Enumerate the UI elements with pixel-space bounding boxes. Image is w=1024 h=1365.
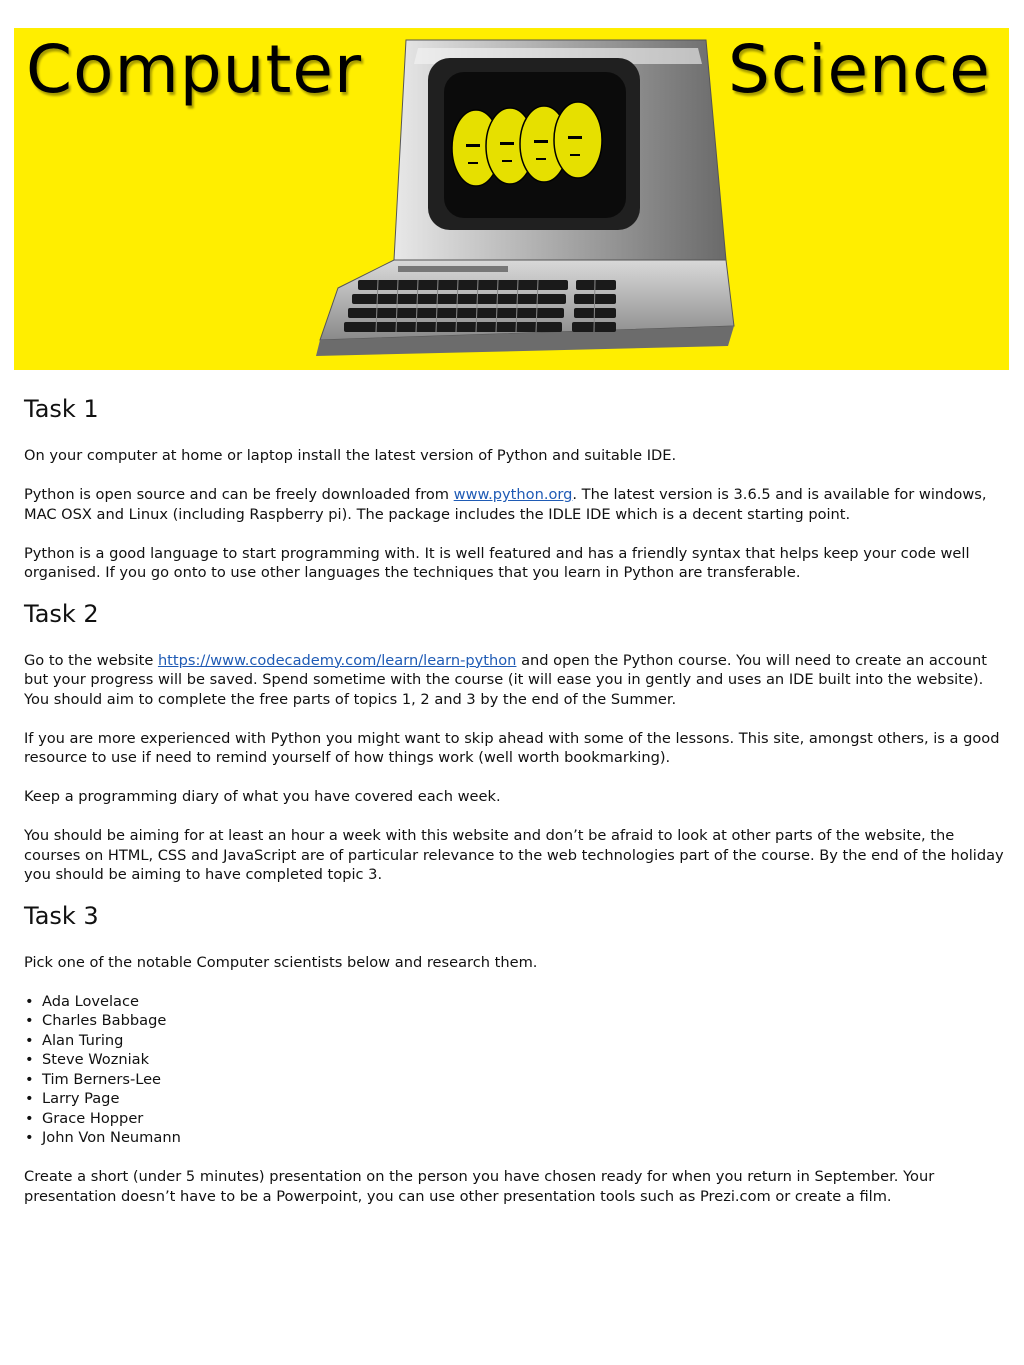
header-banner: [14, 28, 1009, 370]
task-3-closing: Create a short (under 5 minutes) presentation on the person you have chosen ready for when you return in September. Your presentation doesn’t have to be a Powerpoint, you can use other presentation tools such as Prezi.com or create a film.: [24, 1168, 935, 1205]
scientist-list: [24, 992, 1004, 1148]
task-3-intro: Pick one of the notable Computer scientists below and research them.: [24, 953, 538, 971]
list-item: • Larry Page: [24, 1089, 1004, 1109]
banner-title-right: Science: [728, 31, 991, 108]
page-content: [24, 392, 1004, 1206]
list-item: • Tim Berners-Lee: [24, 1070, 1004, 1090]
list-item: • John Von Neumann: [24, 1128, 1004, 1148]
list-item: • Grace Hopper: [24, 1109, 1004, 1129]
task-1-paragraph: On your computer at home or laptop install the latest version of Python and suitable IDE.: [24, 447, 677, 464]
task-1-section: [24, 392, 1004, 583]
task-2-paragraph: Go to the website https://www.codecademy.com/learn/learn-python and open the Python course. You will need to create an account but your progress will be saved. Spend sometime with the course (it will ease you in gently and uses an IDE built into the website). You should aim to complete the free parts of topics 1, 2 and 3 by the end of the Summer.: [24, 651, 987, 708]
task-2-paragraph: Keep a programming diary of what you have covered each week.: [24, 788, 501, 805]
task-1-paragraph: Python is open source and can be freely downloaded from www.python.org. The latest version is 3.6.5 and is available for windows, MAC OSX and Linux (including Raspberry pi). The package includes the IDLE IDE which is a decent starting point.: [24, 486, 987, 523]
banner-title-left: Computer: [26, 31, 363, 108]
python-org-link[interactable]: www.python.org: [453, 486, 573, 503]
retro-computer-terminal-icon: [298, 36, 738, 370]
task-2-paragraph: If you are more experienced with Python you might want to skip ahead with some of the lessons. This site, amongst others, is a good resource to use if need to remind yourself of how things work (well worth bookmarking).: [24, 729, 1000, 766]
codecademy-link[interactable]: https://www.codecademy.com/learn/learn-python: [157, 651, 517, 669]
task-2-section: [24, 597, 1004, 885]
task-2-paragraph: You should be aiming for at least an hour a week with this website and don’t be afraid to look at other parts of the website, the courses on HTML, CSS and JavaScript are of particular relevance to the web technologies part of the course. By the end of the holiday you should be aiming to have completed topic 3.: [24, 827, 1004, 883]
task-2-heading: Task 2: [24, 599, 99, 628]
list-item: • Charles Babbage: [24, 1011, 1004, 1031]
list-item: • Alan Turing: [24, 1031, 1004, 1051]
task-1-heading: Task 1: [24, 395, 99, 423]
task-3-heading: Task 3: [24, 901, 99, 930]
task-1-paragraph: Python is a good language to start programming with. It is well featured and has a friendly syntax that helps keep your code well organised. If you go onto to use other languages the techniques that you learn in Python are transferable.: [24, 544, 970, 581]
task-3-section: [24, 899, 1004, 1207]
list-item: • Ada Lovelace: [24, 992, 1004, 1012]
list-item: • Steve Wozniak: [24, 1050, 1004, 1070]
